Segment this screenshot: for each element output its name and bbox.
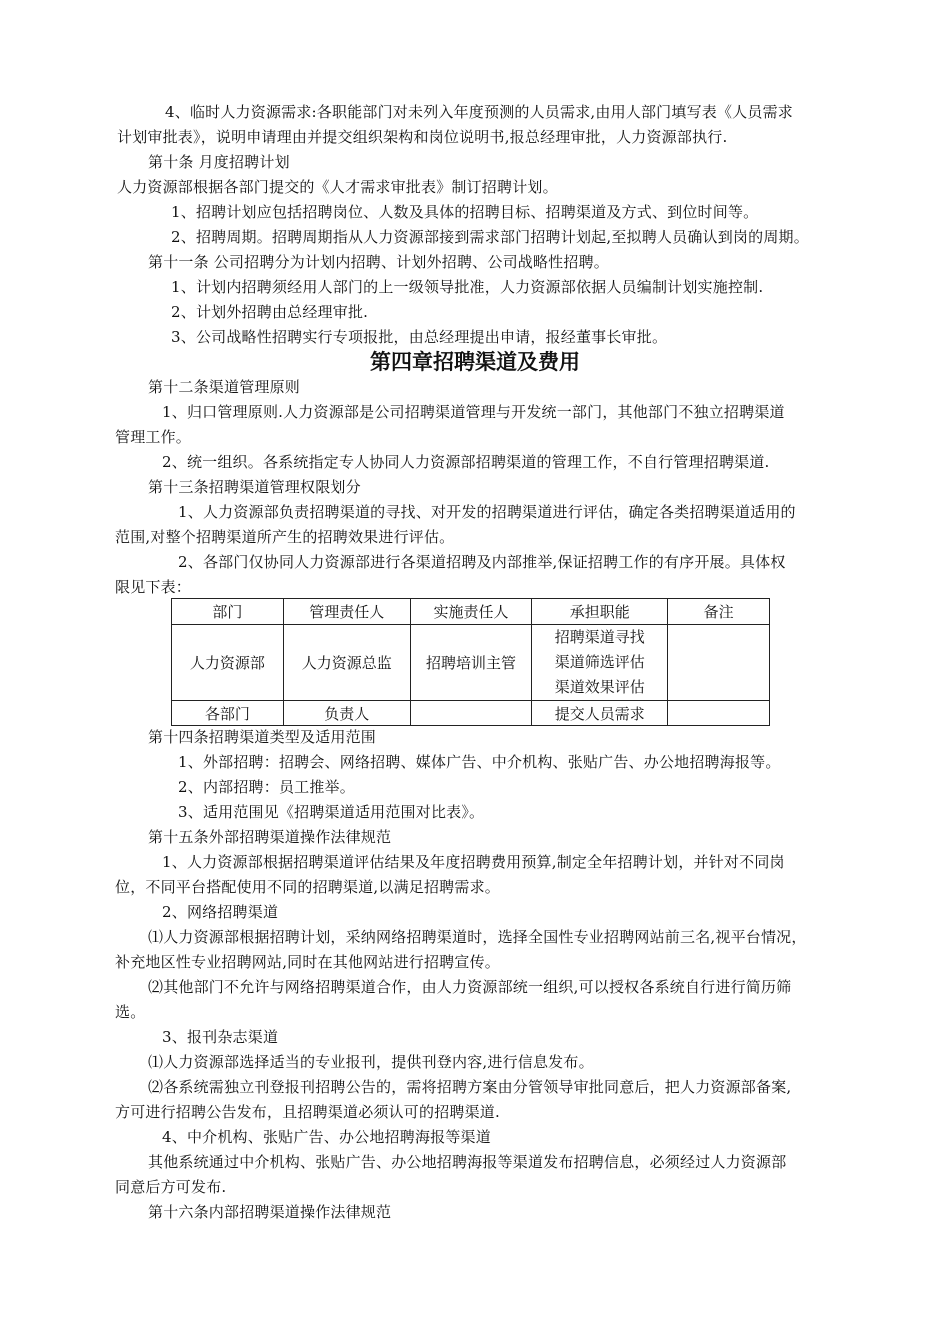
table-header-cell: 承担职能 <box>532 599 668 625</box>
article-heading: 第十五条外部招聘渠道操作法律规范 <box>148 828 392 846</box>
paragraph-line: 限见下表： <box>115 578 192 596</box>
paragraph-line: 补充地区性专业招聘网站,同时在其他网站进行招聘宣传。 <box>115 953 500 971</box>
table-header-row <box>172 599 770 625</box>
table-cell-dept: 人力资源部 <box>172 625 284 701</box>
paragraph-line: 2、内部招聘：员工推举。 <box>178 778 355 796</box>
paragraph-line: ⑵各系统需独立刊登报刊招聘公告的，需将招聘方案由分管领导审批同意后，把人力资源部备案, <box>148 1078 792 1096</box>
table-cell-dept: 各部门 <box>172 701 284 726</box>
paragraph-line: 2、招聘周期。招聘周期指从人力资源部接到需求部门招聘计划起,至拟聘人员确认到岗的周期。 <box>171 228 809 246</box>
chapter-title: 第四章招聘渠道及费用 <box>370 350 580 374</box>
paragraph-line: ⑴人力资源部根据招聘计划，采纳网络招聘渠道时，选择全国性专业招聘网站前三名,视平台情况， <box>148 928 807 946</box>
table-row <box>172 701 770 726</box>
paragraph-line: 4、中介机构、张贴广告、办公地招聘海报等渠道 <box>162 1128 491 1146</box>
paragraph-line: 2、网络招聘渠道 <box>162 903 279 921</box>
paragraph-line: 范围,对整个招聘渠道所产生的招聘效果进行评估。 <box>115 528 455 546</box>
paragraph-line: 1、计划内招聘须经用人部门的上一级领导批准，人力资源部依据人员编制计划实施控制. <box>171 278 764 296</box>
table-header-cell: 实施责任人 <box>410 599 532 625</box>
paragraph-line: 4、临时人力资源需求:各职能部门对未列入年度预测的人员需求,由用人部门填写表《人员需求 <box>165 103 793 121</box>
paragraph-line: 方可进行招聘公告发布，且招聘渠道必须认可的招聘渠道. <box>115 1103 500 1121</box>
paragraph-line: 1、人力资源部根据招聘渠道评估结果及年度招聘费用预算,制定全年招聘计划，并针对不同岗 <box>162 853 785 871</box>
paragraph-line: 选。 <box>115 1003 146 1021</box>
paragraph-line: 3、报刊杂志渠道 <box>162 1028 279 1046</box>
paragraph-line: 计划审批表》，说明申请理由并提交组织架构和岗位说明书,报总经理审批，人力资源部执行. <box>117 128 728 146</box>
table-cell-executor: 招聘培训主管 <box>410 625 532 701</box>
table-cell-note <box>668 701 770 726</box>
paragraph-line: 2、统一组织。各系统指定专人协同人力资源部招聘渠道的管理工作，不自行管理招聘渠道. <box>162 453 770 471</box>
paragraph-line: 同意后方可发布. <box>115 1178 227 1196</box>
paragraph-line: 1、人力资源部负责招聘渠道的寻找、对开发的招聘渠道进行评估，确定各类招聘渠道适用的 <box>178 503 796 521</box>
paragraph-line: 1、归口管理原则.人力资源部是公司招聘渠道管理与开发统一部门，其他部门不独立招聘渠道 <box>162 403 785 421</box>
table-row <box>172 625 770 701</box>
paragraph-line: 3、适用范围见《招聘渠道适用范围对比表》。 <box>178 803 485 821</box>
article-heading: 第十三条招聘渠道管理权限划分 <box>148 478 361 496</box>
paragraph-line: 1、招聘计划应包括招聘岗位、人数及具体的招聘目标、招聘渠道及方式、到位时间等。 <box>171 203 759 221</box>
paragraph-line: 位，不同平台搭配使用不同的招聘渠道,以满足招聘需求。 <box>115 878 500 896</box>
table-cell-duties <box>532 625 668 701</box>
paragraph-line: ⑵其他部门不允许与网络招聘渠道合作，由人力资源部统一组织,可以授权各系统自行进行简历筛 <box>148 978 792 996</box>
authority-table <box>171 598 770 726</box>
paragraph-line: 1、外部招聘：招聘会、网络招聘、媒体广告、中介机构、张贴广告、办公地招聘海报等。 <box>178 753 781 771</box>
table-header-cell: 管理责任人 <box>283 599 410 625</box>
article-heading: 第十六条内部招聘渠道操作法律规范 <box>148 1203 392 1221</box>
table-cell-manager: 负责人 <box>283 701 410 726</box>
table-cell-note <box>668 625 770 701</box>
table-header-cell: 备注 <box>668 599 770 625</box>
duty-item: 渠道筛选评估 <box>554 653 645 671</box>
table-cell-duties: 提交人员需求 <box>532 701 668 726</box>
paragraph-line: 其他系统通过中介机构、张贴广告、办公地招聘海报等渠道发布招聘信息，必须经过人力资源部 <box>148 1153 787 1171</box>
paragraph-line: 2、各部门仅协同人力资源部进行各渠道招聘及内部推举,保证招聘工作的有序开展。具体权 <box>178 553 786 571</box>
paragraph-line: 人力资源部根据各部门提交的《人才需求审批表》制订招聘计划。 <box>117 178 558 196</box>
duty-item: 渠道效果评估 <box>554 678 645 696</box>
article-heading: 第十条 月度招聘计划 <box>148 153 290 171</box>
duty-item: 招聘渠道寻找 <box>554 628 645 646</box>
paragraph-line: 3、公司战略性招聘实行专项报批，由总经理提出申请，报经董事长审批。 <box>171 328 668 346</box>
article-heading: 第十一条 公司招聘分为计划内招聘、计划外招聘、公司战略性招聘。 <box>148 253 609 271</box>
table-cell-manager: 人力资源总监 <box>283 625 410 701</box>
paragraph-line: 管理工作。 <box>115 428 192 446</box>
article-heading: 第十四条招聘渠道类型及适用范围 <box>148 728 377 746</box>
table-cell-executor <box>410 701 532 726</box>
paragraph-line: ⑴人力资源部选择适当的专业报刊，提供刊登内容,进行信息发布。 <box>148 1053 594 1071</box>
paragraph-line: 2、计划外招聘由总经理审批. <box>171 303 369 321</box>
table-header-cell: 部门 <box>172 599 284 625</box>
article-heading: 第十二条渠道管理原则 <box>148 378 301 396</box>
